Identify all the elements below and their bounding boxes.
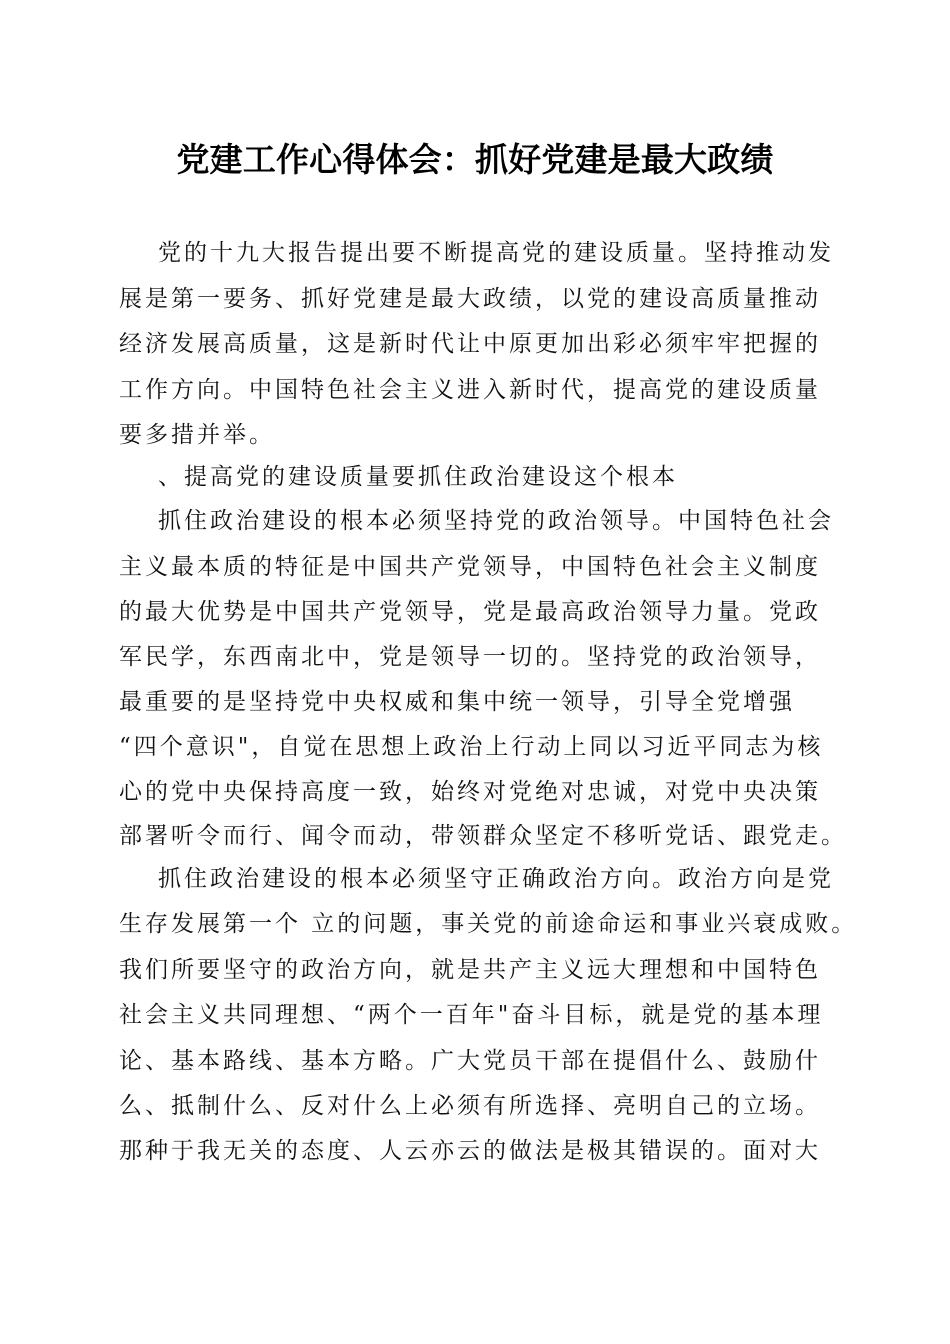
- paragraph-line: 论、基本路线、基本方略。广大党员干部在提倡什么、鼓励什: [119, 1048, 821, 1074]
- document-title: 党建工作心得体会：抓好党建是最大政绩: [176, 140, 774, 179]
- paragraph-line: 么、抵制什么、反对什么上必须有所选择、亮明自己的立场。: [119, 1093, 821, 1119]
- paragraph-line: 那种于我无关的态度、人云亦云的做法是极其错误的。面对大: [119, 1138, 821, 1164]
- paragraph-line: 社会主义共同理想、“两个一百年"奋斗目标，就是党的基本理: [119, 1002, 824, 1028]
- paragraph-line: 生存发展第一个 立的问题，事关党的前途命运和事业兴衰成败。: [119, 911, 858, 937]
- paragraph-line: 最重要的是坚持党中央权威和集中统一领导，引导全党增强: [119, 689, 795, 715]
- paragraph-line: 的最大优势是中国共产党领导，党是最高政治领导力量。党政: [119, 599, 821, 625]
- paragraph-line: 我们所要坚守的政治方向，就是共产主义远大理想和中国特色: [119, 957, 821, 983]
- paragraph-line: 主义最本质的特征是中国共产党领导，中国特色社会主义制度: [119, 554, 821, 580]
- paragraph-line: 心的党中央保持高度一致，始终对党绝对忠诚，对党中央决策: [119, 779, 821, 805]
- paragraph-line: 要多措并举。: [119, 422, 275, 448]
- paragraph-line: 工作方向。中国特色社会主义进入新时代，提高党的建设质量: [119, 377, 821, 403]
- paragraph-line: 经济发展高质量，这是新时代让中原更加出彩必须牢牢把握的: [119, 331, 821, 357]
- paragraph-line: “四个意识"，自觉在思想上政治上行动上同以习近平同志为核: [119, 734, 824, 760]
- section-heading: 、提高党的建设质量要抓住政治建设这个根本: [158, 464, 678, 490]
- paragraph-line: 军民学，东西南北中，党是领导一切的。坚持党的政治领导，: [119, 644, 821, 670]
- paragraph-line: 党的十九大报告提出要不断提高党的建设质量。坚持推动发: [158, 240, 834, 266]
- paragraph-line: 展是第一要务、抓好党建是最大政绩，以党的建设高质量推动: [119, 286, 821, 312]
- paragraph-line: 部署听令而行、闻令而动，带领群众坚定不移听党话、跟党走。: [119, 823, 847, 849]
- paragraph-line: 抓住政治建设的根本必须坚守正确政治方向。政治方向是党: [158, 866, 834, 892]
- paragraph-line: 抓住政治建设的根本必须坚持党的政治领导。中国特色社会: [158, 508, 834, 534]
